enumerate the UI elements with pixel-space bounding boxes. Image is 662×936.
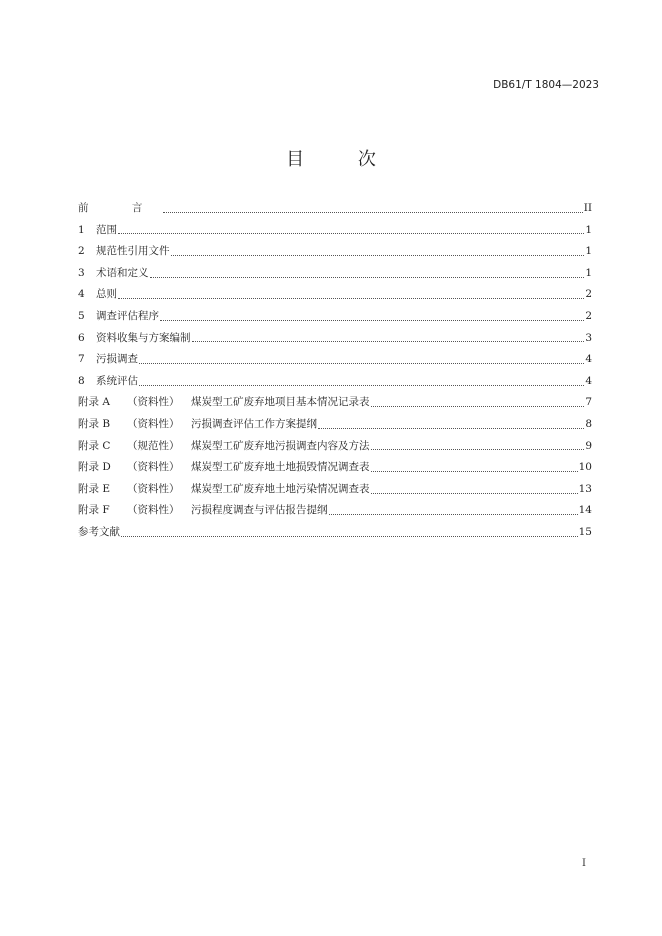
toc-entry-page: 1 xyxy=(585,245,592,258)
chapter-title: 总则 xyxy=(96,288,117,301)
chapter-title: 范围 xyxy=(96,223,117,236)
chapter-number: 8 xyxy=(78,374,85,387)
toc-entry-chapter[interactable] xyxy=(78,263,592,285)
page-number: I xyxy=(582,858,586,869)
toc-entry-page: 13 xyxy=(578,482,592,495)
toc-entry-page: 1 xyxy=(585,266,592,279)
toc-entry-appendix[interactable] xyxy=(78,479,592,501)
appendix-title: 煤炭型工矿废弃地土地污染情况调查表 xyxy=(191,482,370,495)
dot-leader xyxy=(318,427,584,429)
chapter-number: 1 xyxy=(78,223,85,236)
dot-leader xyxy=(118,297,584,299)
dot-leader xyxy=(192,340,585,342)
appendix-label: 附录 F xyxy=(78,504,110,517)
dot-leader xyxy=(163,211,582,213)
toc-entry-chapter[interactable] xyxy=(78,328,592,350)
dot-leader xyxy=(121,535,578,537)
toc-entry-page: 1 xyxy=(585,223,592,236)
toc-entry-chapter[interactable] xyxy=(78,284,592,306)
appendix-label: 附录 E xyxy=(78,482,111,495)
appendix-label: 附录 D xyxy=(78,461,111,474)
dot-leader xyxy=(171,254,585,256)
chapter-number: 3 xyxy=(78,266,85,279)
toc-entry-appendix[interactable] xyxy=(78,392,592,414)
toc-entry-chapter[interactable] xyxy=(78,349,592,371)
toc-entry-preface[interactable] xyxy=(78,198,592,220)
toc-entry-references[interactable] xyxy=(78,522,592,544)
dot-leader xyxy=(371,492,578,494)
appendix-kind: （资料性） xyxy=(127,504,180,517)
chapter-title: 调查评估程序 xyxy=(96,309,159,322)
document-code: DB61/T 1804—2023 xyxy=(493,79,599,91)
toc-entry-appendix[interactable] xyxy=(78,500,592,522)
toc-entry-chapter[interactable] xyxy=(78,220,592,242)
appendix-title: 煤炭型工矿废弃地项目基本情况记录表 xyxy=(191,396,370,409)
appendix-label: 附录 A xyxy=(78,396,110,409)
toc-entry-page: 8 xyxy=(585,417,592,430)
toc-entry-appendix[interactable] xyxy=(78,414,592,436)
toc-entry-page: 10 xyxy=(578,461,592,474)
chapter-title: 系统评估 xyxy=(96,374,138,387)
appendix-kind: （资料性） xyxy=(127,461,180,474)
toc-entry-appendix[interactable] xyxy=(78,457,592,479)
table-of-contents xyxy=(78,198,592,544)
appendix-title: 煤炭型工矿废弃地土地损毁情况调查表 xyxy=(191,461,370,474)
appendix-title: 污损调查评估工作方案提纲 xyxy=(191,417,317,430)
chapter-title: 规范性引用文件 xyxy=(96,245,170,258)
chapter-number: 2 xyxy=(78,245,85,258)
toc-title: 目 次 xyxy=(286,149,400,170)
chapter-number: 4 xyxy=(78,288,85,301)
toc-entry-page: 9 xyxy=(585,439,592,452)
toc-entry-chapter[interactable] xyxy=(78,306,592,328)
chapter-title: 术语和定义 xyxy=(96,266,149,279)
toc-entry-label: 参考文献 xyxy=(78,525,120,538)
toc-entry-label: 前 言 xyxy=(78,202,163,214)
dot-leader xyxy=(139,362,584,364)
toc-entry-page: 15 xyxy=(578,525,592,538)
toc-entry-page: 3 xyxy=(585,331,592,344)
appendix-kind: （资料性） xyxy=(127,482,180,495)
toc-entry-page: II xyxy=(583,202,592,214)
chapter-number: 7 xyxy=(78,353,85,366)
toc-entry-appendix[interactable] xyxy=(78,436,592,458)
appendix-label: 附录 C xyxy=(78,439,111,452)
toc-entry-page: 2 xyxy=(585,288,592,301)
chapter-number: 6 xyxy=(78,331,85,344)
appendix-kind: （资料性） xyxy=(127,396,180,409)
appendix-label: 附录 B xyxy=(78,417,111,430)
dot-leader xyxy=(371,470,578,472)
chapter-title: 污损调查 xyxy=(96,353,138,366)
appendix-kind: （资料性） xyxy=(127,417,180,430)
dot-leader xyxy=(150,276,585,278)
appendix-title: 煤炭型工矿废弃地污损调查内容及方法 xyxy=(191,439,370,452)
chapter-title: 资料收集与方案编制 xyxy=(96,331,191,344)
appendix-title: 污损程度调查与评估报告提纲 xyxy=(191,504,328,517)
dot-leader xyxy=(139,384,584,386)
toc-entry-chapter[interactable] xyxy=(78,371,592,393)
toc-entry-page: 7 xyxy=(585,396,592,409)
dot-leader xyxy=(118,232,584,234)
dot-leader xyxy=(371,405,585,407)
toc-entry-page: 14 xyxy=(578,504,592,517)
dot-leader xyxy=(329,513,578,515)
dot-leader xyxy=(160,319,584,321)
toc-entry-page: 4 xyxy=(585,374,592,387)
appendix-kind: （规范性） xyxy=(127,439,180,452)
dot-leader xyxy=(371,448,585,450)
toc-entry-chapter[interactable] xyxy=(78,241,592,263)
toc-entry-page: 2 xyxy=(585,309,592,322)
toc-entry-page: 4 xyxy=(585,353,592,366)
chapter-number: 5 xyxy=(78,309,85,322)
